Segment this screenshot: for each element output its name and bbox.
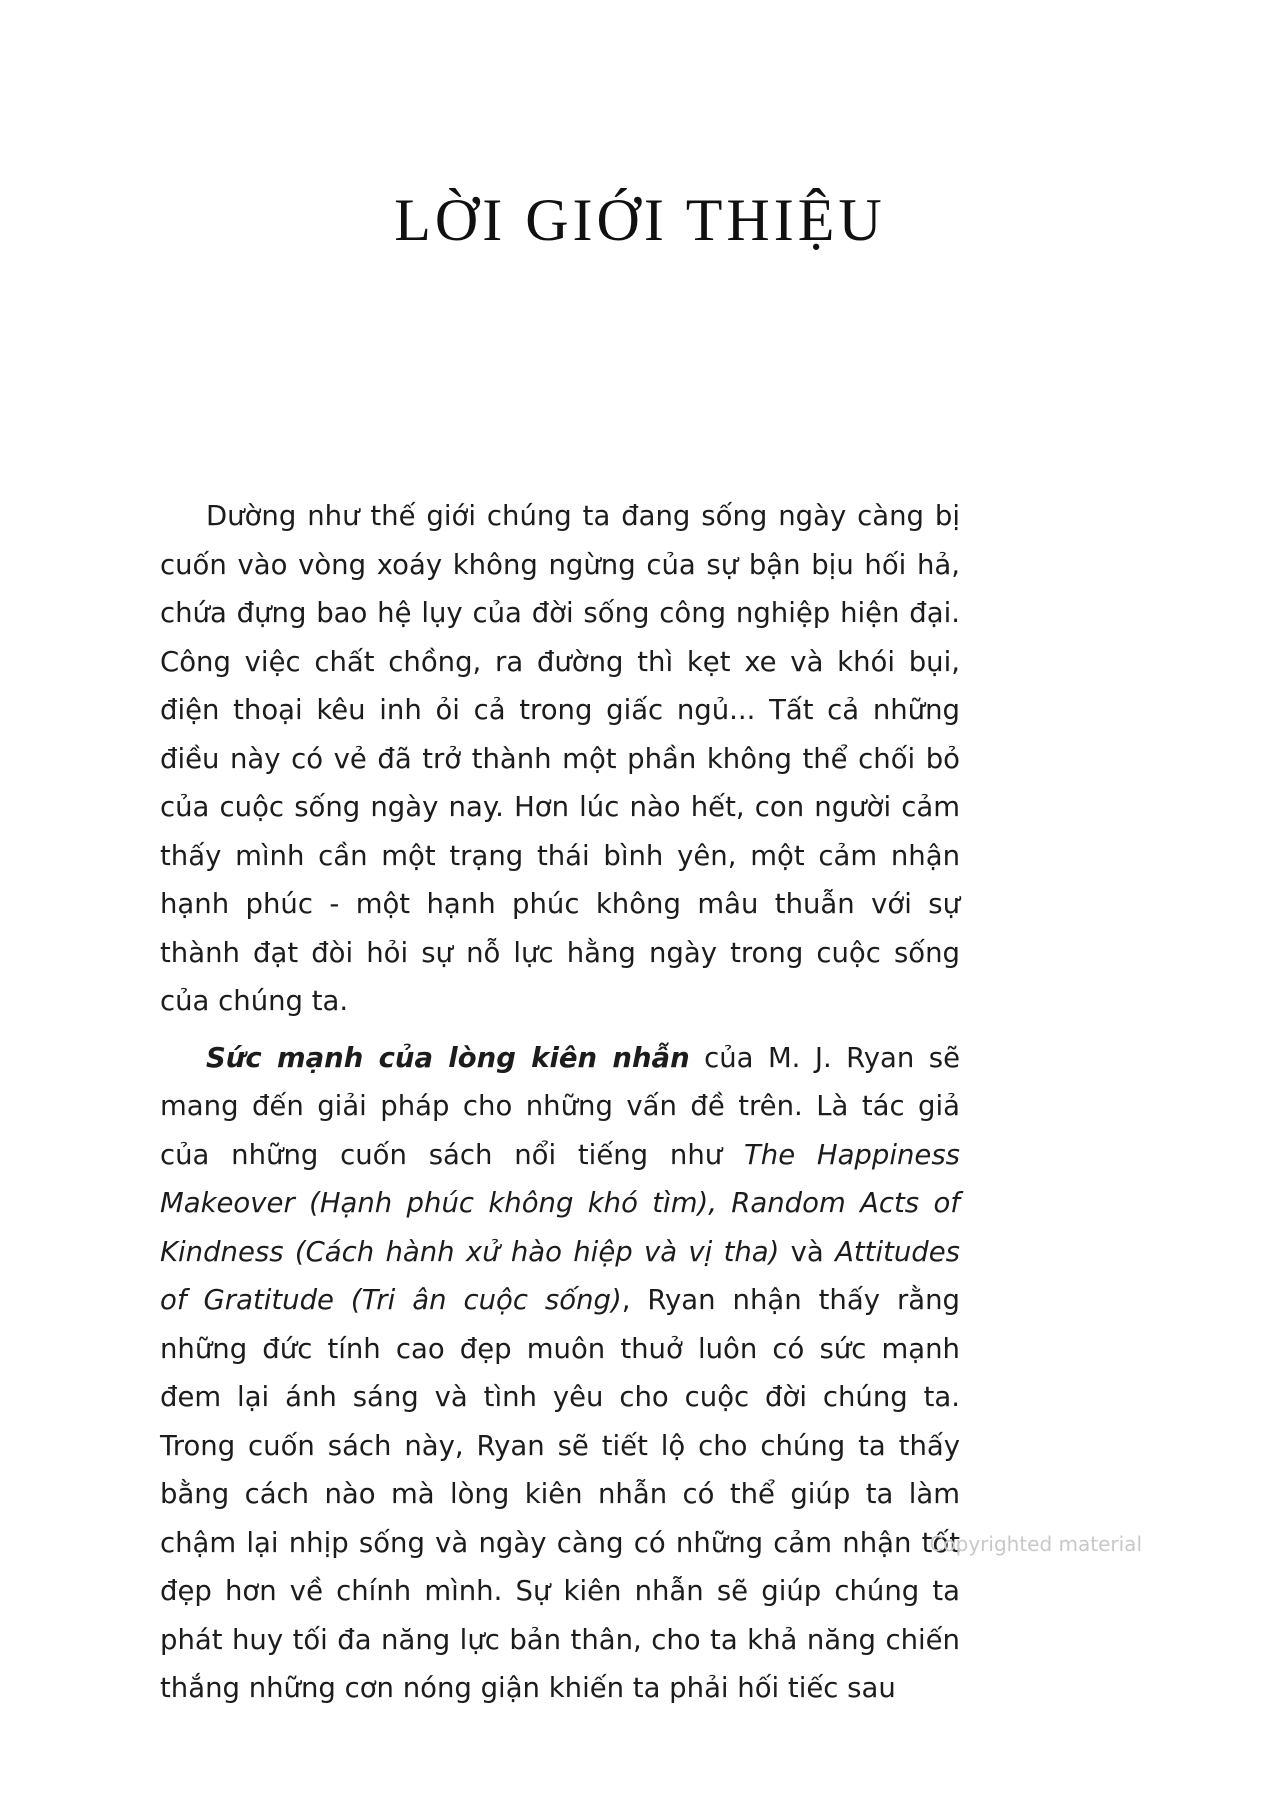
text-segment: , Ryan nhận thấy rằng những đức tính cao đẹp muôn thuở luôn có sức mạnh đem lại ánh sáng và tình yêu cho cuộc đời chúng ta. Trong cuốn sách này, Ryan sẽ tiết lộ cho chúng ta thấy bằng cách nào mà lòng kiên nhẫn có thể giúp ta làm chậm lại nhịp sống và ngày càng có những cảm nhận tốt đẹp hơn về chính mình. Sự kiên nhẫn sẽ giúp chúng ta phát huy tối đa năng lực bản thân, cho ta khả năng chiến thắng những cơn nóng giận khiến ta phải hối tiếc sau [160,1284,960,1704]
text-segment: của M. J. Ryan sẽ mang đến giải pháp cho những vấn đề trên. Là tác giả của những cuốn sách nổi tiếng như [160,1041,960,1171]
paragraph-book-description [160,1034,960,1713]
page-title: LỜI GIỚI THIỆU [394,187,886,253]
paragraph-intro: Dường như thế giới chúng ta đang sống ngày càng bị cuốn vào vòng xoáy không ngừng của sự bận bịu hối hả, chứa đựng bao hệ lụy của đời sống công nghiệp hiện đại. Công việc chất chồng, ra đường thì kẹt xe và khói bụi, điện thoại kêu inh ỏi cả trong giấc ngủ... Tất cả những điều này có vẻ đã trở thành một phần không thể chối bỏ của cuộc sống ngày nay. Hơn lúc nào hết, con người cảm thấy mình cần một trạng thái bình yên, một cảm nhận hạnh phúc - một hạnh phúc không mâu thuẫn với sự thành đạt đòi hỏi sự nỗ lực hằng ngày trong cuộc sống của chúng ta. [160,500,960,1017]
text-segment: và [779,1235,836,1268]
book-title-emphasis: Sức mạnh của lòng kiên nhẫn [206,1041,690,1074]
text-block [160,492,960,1721]
referenced-book-titles: The Happiness Makeover (Hạnh phúc không khó tìm), Random Acts of Kindness (Cách hành xử hào hiệp và vị tha) [160,1138,960,1268]
referenced-book-title: Attitudes of Gratitude (Tri ân cuộc sống) [160,1235,960,1316]
copyright-watermark: Copyrighted material [929,1532,1142,1556]
